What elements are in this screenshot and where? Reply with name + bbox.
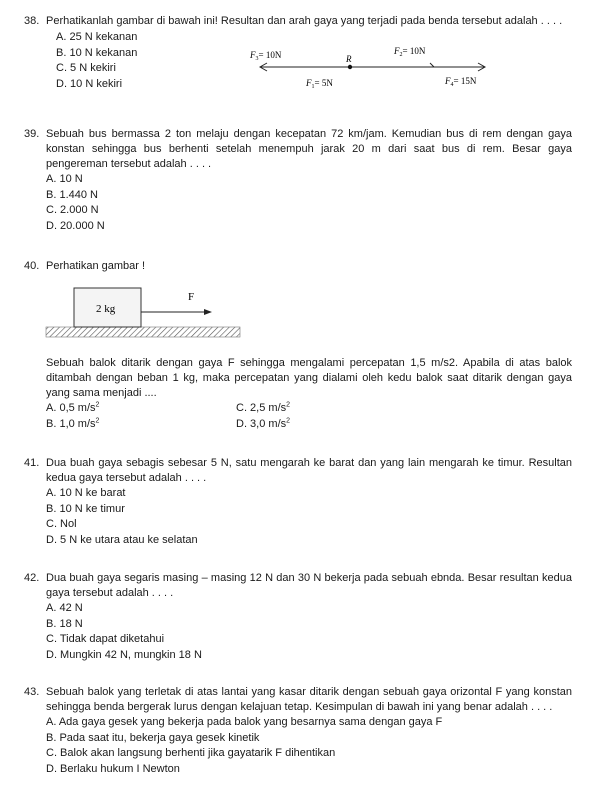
question-40-intro [24, 259, 572, 274]
f1-symbol: F [306, 78, 312, 88]
f3-sub: 3 [255, 56, 259, 62]
question-41-stem [24, 456, 572, 486]
f1-value: = 5N [314, 78, 333, 88]
option-a[interactable]: A. 10 N [46, 173, 83, 185]
option-b-exp: 2 [95, 416, 100, 424]
option-a[interactable]: A. 25 N kekanan [56, 31, 138, 43]
option-d-label: D. 3,0 m/s [236, 417, 287, 430]
question-40 [24, 259, 572, 274]
option-b-label: B. 1,0 m/s [46, 417, 96, 430]
f4-sub: 4 [450, 82, 454, 88]
f2-value: = 10N [402, 46, 426, 56]
f3-value: = 10N [258, 50, 282, 60]
option-c[interactable]: C. Tidak dapat diketahui [46, 633, 165, 645]
option-a[interactable]: A. 42 N [46, 602, 83, 614]
f3-symbol: F [250, 50, 256, 60]
question-text: Perhatikanlah gambar di bawah ini! Resultan dan arah gaya yang terjadi pada benda tersebut adalah . . . . [46, 15, 563, 27]
option-d[interactable]: D. Mungkin 42 N, mungkin 18 N [46, 648, 202, 661]
option-c[interactable]: C. 5 N kekiri [56, 62, 116, 74]
question-intro: Perhatikan gambar ! [46, 260, 146, 272]
f4-value: = 15N [453, 76, 477, 86]
force-arrowhead [204, 309, 212, 315]
f2-label [393, 46, 426, 58]
question-number: 40. [24, 260, 40, 272]
resultant-point [348, 65, 352, 69]
question-43 [24, 685, 572, 777]
question-43-stem [24, 685, 572, 715]
question-text: Sebuah bus bermassa 2 ton melaju dengan kecepatan 72 km/jam. Kemudian bus di rem dengan gaya konstan sehingga bus berhenti setelah menempuh jarak 20 m dari saat bus di rem. Besar gaya pengereman tersebut adalah . . . . [46, 128, 572, 170]
question-number: 42. [24, 572, 40, 584]
option-c-exp: 2 [286, 401, 291, 409]
block-diagram-40 [44, 280, 244, 342]
question-number: 41. [24, 457, 40, 469]
f2-symbol: F [394, 46, 400, 56]
option-b[interactable]: B. Pada saat itu, bekerja gaya gesek kinetik [46, 731, 260, 744]
option-a[interactable]: A. 10 N ke barat [46, 487, 126, 499]
f2-sub: 2 [399, 52, 403, 58]
f1-sub: 1 [311, 84, 315, 90]
option-d[interactable]: D. 10 N kekiri [56, 77, 123, 90]
option-c[interactable] [236, 401, 436, 417]
f4-symbol: F [445, 76, 451, 86]
option-a[interactable]: A. Ada gaya gesek yang bekerja pada balok yang besarnya sama dengan gaya F [46, 716, 443, 728]
f1-label [305, 78, 333, 90]
question-42-stem [24, 571, 572, 601]
force-label: F [188, 291, 195, 303]
question-number: 39. [24, 128, 40, 140]
option-d-exp: 2 [286, 416, 291, 424]
option-c[interactable]: C. 2.000 N [46, 204, 99, 216]
question-41 [24, 456, 572, 548]
option-b[interactable] [46, 417, 236, 433]
options-grid [46, 401, 572, 432]
option-b[interactable]: B. 10 N kekanan [56, 46, 138, 59]
tick-mark [430, 63, 434, 67]
f3-label [249, 50, 282, 62]
option-c[interactable]: C. Nol [46, 518, 77, 530]
f4-label [444, 76, 477, 88]
option-a[interactable] [46, 401, 236, 417]
question-39 [24, 127, 572, 234]
option-c[interactable]: C. Balok akan langsung berhenti jika gayatarik F dihentikan [46, 747, 336, 759]
option-d[interactable] [236, 417, 436, 433]
option-d[interactable]: D. Berlaku hukum I Newton [46, 762, 180, 775]
option-a-label: A. 0,5 m/s [46, 402, 96, 414]
option-b[interactable]: B. 10 N ke timur [46, 502, 125, 515]
question-42 [24, 571, 572, 663]
option-b[interactable]: B. 18 N [46, 617, 83, 630]
question-38-stem [24, 14, 572, 29]
question-40-body [24, 356, 572, 432]
option-d[interactable]: D. 20.000 N [46, 219, 105, 232]
block-mass-label: 2 kg [96, 303, 116, 315]
force-diagram-38 [240, 42, 500, 92]
option-b[interactable]: B. 1.440 N [46, 188, 98, 201]
question-text: Sebuah balok ditarik dengan gaya F sehingga mengalami percepatan 1,5 m/s2. Apabila di atas balok ditambah dengan beban 1 kg, maka percepatan yang dialami oleh kedu balok saat ditarik dengan gaya yang sama menjadi .... [46, 357, 572, 399]
question-number: 38. [24, 15, 40, 27]
question-text: Dua buah gaya segaris masing – masing 12 N dan 30 N bekerja pada sebuah ebnda. Besar resultan kedua gaya tersebut adalah . . . . [46, 572, 572, 599]
question-text: Sebuah balok yang terletak di atas lantai yang kasar ditarik dengan sebuah gaya orizontal F yang konstan sehingga benda bergerak lurus dengan kelajuan tetap. Kesimpulan di bawah ini yang benar adalah . . . . [46, 686, 572, 713]
question-text: Dua buah gaya sebagis sebesar 5 N, satu mengarah ke barat dan yang lain mengarah ke timur. Resultan kedua gaya tersebut adalah . . . . [46, 457, 572, 484]
question-39-stem [24, 127, 572, 172]
ground-surface [46, 327, 240, 337]
option-a-exp: 2 [95, 401, 100, 409]
r-label: R [346, 54, 352, 64]
question-number: 43. [24, 686, 40, 698]
option-d[interactable]: D. 5 N ke utara atau ke selatan [46, 533, 198, 546]
option-c-label: C. 2,5 m/s [236, 402, 287, 414]
